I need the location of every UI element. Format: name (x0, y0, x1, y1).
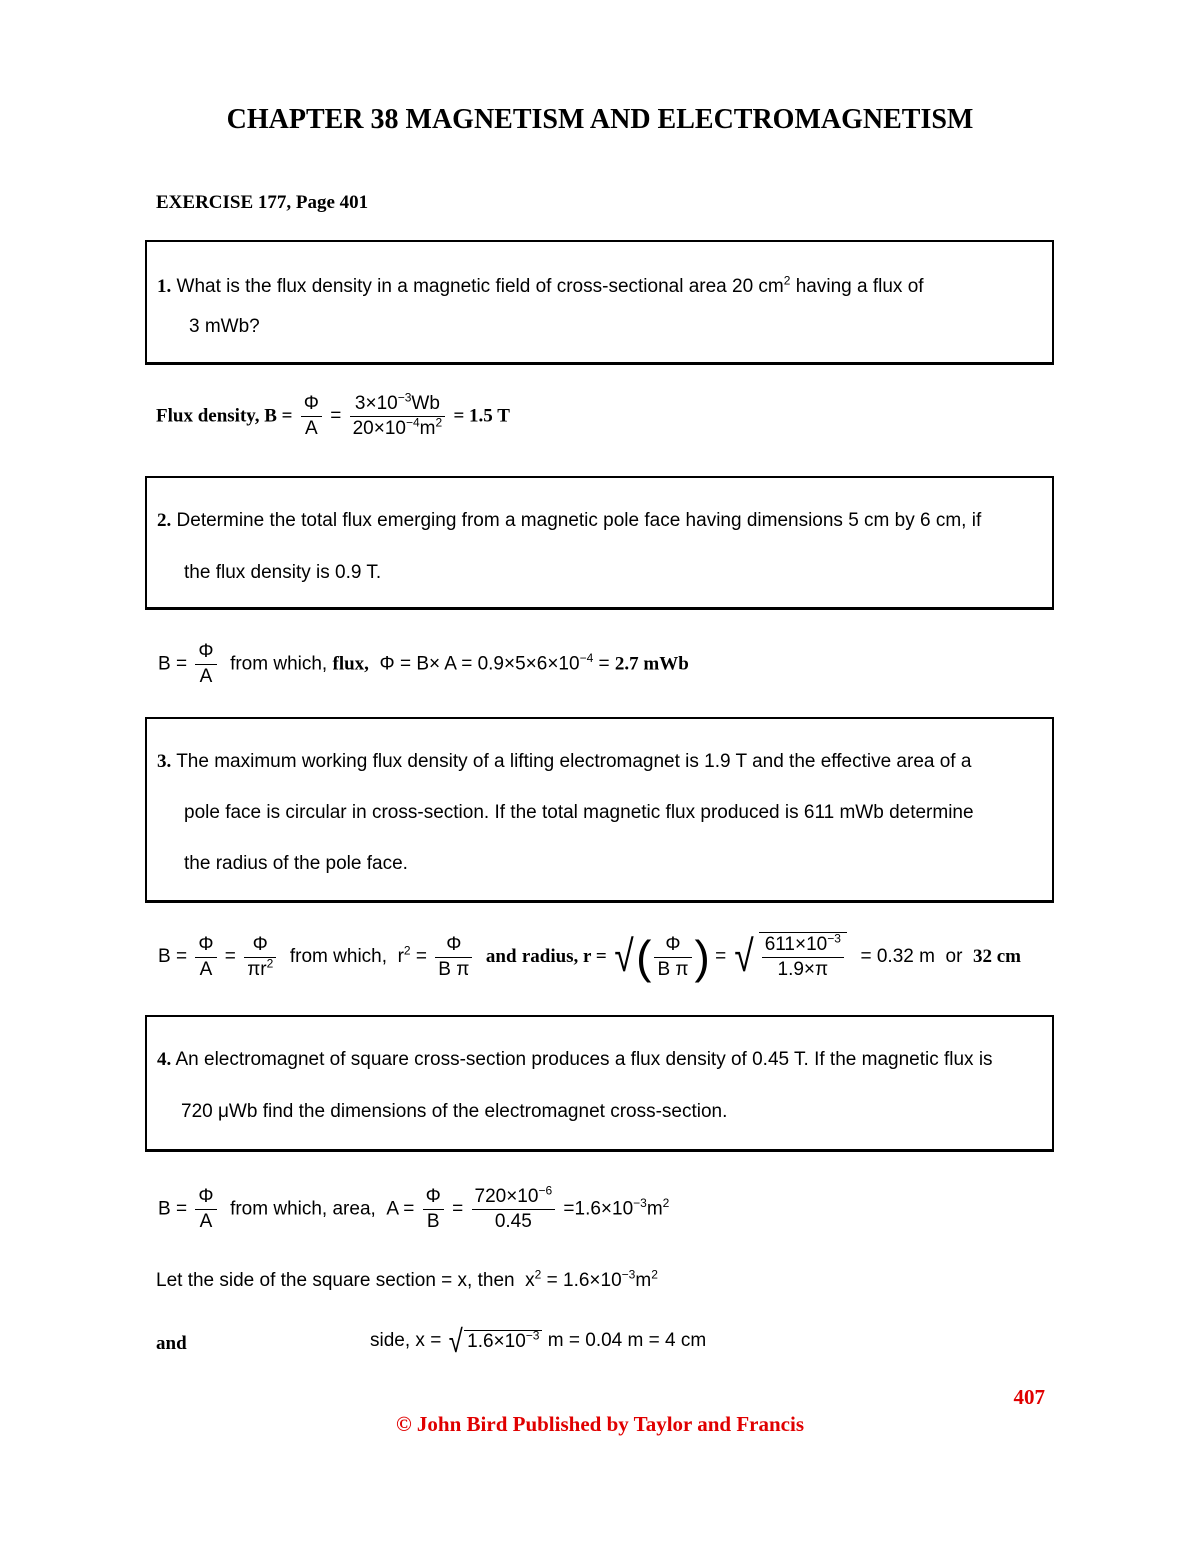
question-number: 3. (157, 751, 172, 772)
flux-density-label: Flux density, B = (156, 405, 293, 427)
radical-sign: √ (448, 1323, 463, 1359)
x-variable: x (525, 1270, 535, 1291)
numerator: Φ (244, 933, 276, 958)
den-text: πr (247, 958, 267, 980)
numerator: Φ (654, 933, 691, 958)
denominator: B (426, 1211, 440, 1232)
radical-sign: √ (614, 932, 634, 981)
let-side-text: Let the side of the square section = x, then (156, 1270, 515, 1291)
from-which: from which, (230, 653, 328, 675)
solution-3 (158, 932, 1021, 982)
fraction (654, 933, 691, 982)
b-equals: B = (158, 1198, 188, 1220)
solution-4-line-1 (158, 1185, 669, 1234)
result: = 1.5 T (453, 405, 510, 427)
unit: m (646, 1198, 663, 1220)
result-cm: 32 cm (972, 946, 1021, 968)
numerator (762, 933, 844, 958)
equals: = (715, 946, 727, 968)
denominator (350, 417, 446, 441)
or-label: or (945, 946, 963, 968)
fraction (350, 392, 446, 441)
denominator: B π (438, 958, 470, 980)
fraction (472, 1185, 556, 1234)
radius-label: radius, r = (521, 946, 607, 968)
denominator: A (199, 1211, 213, 1232)
solution-4-line-2 (156, 1267, 658, 1292)
denominator: A (199, 666, 213, 687)
sqrt-text: 1.6×10 (467, 1330, 526, 1352)
value: = 1.6×10 (546, 1270, 622, 1291)
question-3-line-2: pole face is circular in cross-section. If the total magnetic flux produced is 611 mWb determine (184, 802, 974, 823)
question-3-line-1 (157, 751, 971, 773)
equals: = (598, 653, 610, 675)
superscript: 2 (534, 1267, 542, 1282)
numerator: Φ (195, 640, 216, 665)
superscript: −3 (633, 1196, 647, 1211)
numerator: Φ (423, 1185, 444, 1210)
question-box-2 (145, 476, 1054, 610)
solution-2 (158, 640, 689, 689)
superscript: 2 (651, 1267, 658, 1282)
equals: = (452, 1198, 464, 1220)
superscript: −4 (405, 415, 420, 430)
superscript: −6 (538, 1183, 553, 1198)
superscript: 2 (662, 1196, 670, 1211)
expression: Φ = B× A = 0.9×5×6×10 (379, 653, 580, 675)
result: =1.6×10 (563, 1198, 634, 1220)
denominator: 1.9×π (777, 959, 829, 980)
solution-4-line-3 (370, 1323, 707, 1359)
superscript: −3 (827, 931, 841, 946)
exercise-heading: EXERCISE 177, Page 401 (156, 192, 369, 213)
question-text: What is the flux density in a magnetic field of cross-sectional area 20 cm (176, 276, 784, 297)
denominator: B π (657, 958, 689, 980)
num-text: 3×10 (354, 393, 398, 414)
unit: m (419, 418, 436, 439)
b-equals: B = (158, 946, 188, 968)
fraction (301, 392, 322, 441)
numerator: Φ (195, 1185, 216, 1210)
b-equals: B = (158, 653, 188, 675)
question-box-3 (145, 717, 1054, 903)
question-box-4 (145, 1015, 1054, 1152)
numerator: Φ (301, 392, 322, 417)
question-text: Determine the total flux emerging from a magnetic pole face having dimensions 5 cm by 6 cm, if (176, 510, 982, 531)
fraction (423, 1185, 444, 1234)
denominator: 0.45 (494, 1211, 532, 1232)
a-equals: A = (386, 1198, 415, 1220)
num-text: 611×10 (764, 934, 828, 955)
question-number: 2. (157, 510, 172, 531)
equals: = (415, 946, 427, 968)
equals: = (330, 405, 342, 427)
question-box-1 (145, 240, 1054, 365)
superscript: −3 (621, 1267, 636, 1282)
question-text: having a flux of (790, 276, 924, 297)
question-text: The maximum working flux density of a lifting electromagnet is 1.9 T and the effective area of a (176, 751, 972, 772)
superscript: 2 (783, 273, 791, 288)
sqrt-content (464, 1330, 542, 1353)
right-paren: ) (694, 931, 710, 983)
question-number: 4. (157, 1049, 172, 1070)
result: 2.7 mWb (614, 653, 689, 675)
question-3-line-3: the radius of the pole face. (184, 853, 408, 874)
fraction (195, 1185, 216, 1234)
and-label: and (485, 946, 517, 968)
from-which: from which, (289, 946, 388, 968)
superscript: −4 (579, 651, 594, 666)
left-paren: ( (636, 931, 652, 983)
flux-label: flux, (332, 653, 369, 675)
from-which: from which, area, (230, 1198, 376, 1220)
question-4-line-2: 720 μWb find the dimensions of the electromagnet cross-section. (181, 1101, 728, 1122)
numerator (350, 392, 446, 417)
num-text: 720×10 (474, 1186, 539, 1207)
radical-sign: √ (733, 932, 754, 981)
fraction (195, 640, 216, 689)
superscript: 2 (266, 956, 274, 971)
question-text: An electromagnet of square cross-section produces a flux density of 0.45 T. If the magnetic flux is (175, 1049, 993, 1070)
page-number: 407 (1013, 1385, 1045, 1409)
superscript: 2 (435, 415, 443, 430)
copyright: © John Bird Published by Taylor and Francis (395, 1412, 804, 1436)
den-text: 20×10 (352, 418, 406, 439)
denominator (244, 958, 276, 982)
fraction (195, 933, 216, 982)
fraction (435, 933, 472, 982)
page-title: CHAPTER 38 MAGNETISM AND ELECTROMAGNETISM (226, 104, 974, 135)
fraction (759, 932, 847, 982)
question-1-line-1 (157, 273, 924, 298)
question-2-line-1 (157, 510, 981, 532)
denominator: A (199, 958, 213, 980)
numerator (472, 1185, 556, 1210)
solution-1 (156, 392, 510, 441)
fraction (244, 933, 276, 982)
denominator: A (305, 418, 318, 439)
side-label: side, x = (370, 1330, 442, 1352)
result: m = 0.04 m = 4 cm (547, 1330, 707, 1352)
question-1-line-2: 3 mWb? (189, 316, 260, 337)
r-squared: r (397, 946, 404, 968)
unit: m (635, 1270, 652, 1291)
superscript: −3 (397, 390, 412, 405)
question-2-line-2: the flux density is 0.9 T. (184, 562, 382, 583)
unit: Wb (411, 393, 440, 414)
numerator: Φ (195, 933, 216, 958)
equals: = (224, 946, 236, 968)
superscript: −3 (525, 1328, 540, 1343)
numerator: Φ (435, 933, 472, 958)
question-number: 1. (157, 276, 172, 297)
question-4-line-1 (157, 1049, 993, 1071)
superscript: 2 (403, 943, 411, 958)
result: = 0.32 m (860, 946, 935, 968)
and-label: and (156, 1333, 187, 1354)
